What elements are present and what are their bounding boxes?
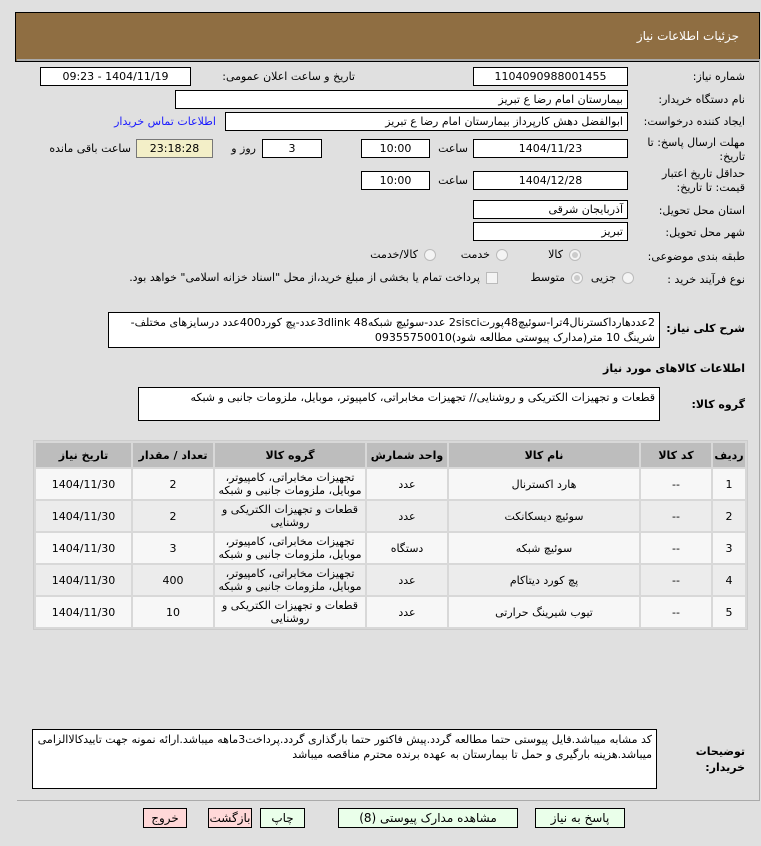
category-option-goods[interactable]: کالا xyxy=(548,248,581,261)
need-number-label: شماره نیاز: xyxy=(692,70,745,83)
cell-item-group: تجهیزات مخابراتی، کامپیوتر، موبایل، ملزومات جانبی و شبکه xyxy=(215,565,365,595)
col-code: کد کالا xyxy=(641,443,711,467)
page-header xyxy=(15,12,760,62)
province-label: استان محل تحویل: xyxy=(658,204,745,217)
province-field: آذربایجان شرقی xyxy=(473,200,628,219)
col-unit: واحد شمارش xyxy=(367,443,447,467)
cell-unit: عدد xyxy=(367,597,447,627)
remaining-label: ساعت باقی مانده xyxy=(49,142,131,155)
announce-field: 1404/11/19 - 09:23 xyxy=(40,67,191,86)
cell-unit: عدد xyxy=(367,469,447,499)
cell-item-name: سوئیچ شبکه xyxy=(449,533,639,563)
validity-time-label: ساعت xyxy=(438,174,468,187)
cell-item-name: سوئیچ دیسکانکت xyxy=(449,501,639,531)
category-option-goods-service[interactable]: کالا/خدمت xyxy=(370,248,436,261)
radio-icon[interactable] xyxy=(424,249,436,261)
cell-item-name: هارد اکسترنال xyxy=(449,469,639,499)
table-row xyxy=(36,469,745,499)
goods-info-title: اطلاعات کالاهای مورد نیاز xyxy=(603,362,745,375)
cell-need-date: 1404/11/30 xyxy=(36,469,131,499)
deadline-time-field: 10:00 xyxy=(361,139,430,158)
cell-item-group: تجهیزات مخابراتی، کامپیوتر، موبایل، ملزومات جانبی و شبکه xyxy=(215,469,365,499)
city-field: تبریز xyxy=(473,222,628,241)
deadline-label: مهلت ارسال پاسخ: تا تاریخ: xyxy=(647,136,745,163)
cell-quantity: 3 xyxy=(133,533,213,563)
table-header-row xyxy=(36,443,745,467)
cell-quantity: 2 xyxy=(133,469,213,499)
col-qty: تعداد / مقدار xyxy=(133,443,213,467)
cell-item-name: پچ کورد دیتاکام xyxy=(449,565,639,595)
description-label: شرح کلی نیاز: xyxy=(666,322,745,335)
exit-button[interactable]: خروج xyxy=(143,808,187,828)
cell-item-code: -- xyxy=(641,565,711,595)
cell-row-number: 3 xyxy=(713,533,745,563)
deadline-date-field: 1404/11/23 xyxy=(473,139,628,158)
buyer-field: بیمارستان امام رضا ع تبریز xyxy=(175,90,628,109)
cell-item-code: -- xyxy=(641,501,711,531)
group-textarea[interactable]: قطعات و تجهیزات الکتریکی و روشنایی// تجهیزات مخابراتی، کامپیوتر، موبایل، ملزومات جانبی و شبکه xyxy=(138,387,660,421)
process-label: نوع فرآیند خرید : xyxy=(667,273,745,286)
cell-item-group: قطعات و تجهیزات الکتریکی و روشنایی xyxy=(215,501,365,531)
contact-buyer-link[interactable]: اطلاعات تماس خریدار xyxy=(114,115,216,128)
goods-table xyxy=(33,440,748,630)
table-row xyxy=(36,597,745,627)
radio-icon[interactable] xyxy=(622,272,634,284)
radio-icon[interactable] xyxy=(569,249,581,261)
validity-date-field: 1404/12/28 xyxy=(473,171,628,190)
category-option-service[interactable]: خدمت xyxy=(461,248,508,261)
validity-label: حداقل تاریخ اعتبار قیمت: تا تاریخ: xyxy=(661,167,745,194)
col-date: تاریخ نیاز xyxy=(36,443,131,467)
view-attachments-button[interactable]: مشاهده مدارک پیوستی (8) xyxy=(338,808,518,828)
print-button[interactable]: چاپ xyxy=(260,808,305,828)
cell-row-number: 1 xyxy=(713,469,745,499)
creator-label: ایجاد کننده درخواست: xyxy=(643,115,745,128)
col-name: نام کالا xyxy=(449,443,639,467)
radio-icon[interactable] xyxy=(496,249,508,261)
notes-label: توضیحات خریدار: xyxy=(695,745,745,774)
days-label: روز و xyxy=(231,142,256,155)
cell-item-code: -- xyxy=(641,597,711,627)
validity-time-field: 10:00 xyxy=(361,171,430,190)
process-option-minor[interactable]: جزیی xyxy=(591,271,634,284)
table-row xyxy=(36,533,745,563)
cell-row-number: 2 xyxy=(713,501,745,531)
payment-note: پرداخت تمام یا بخشی از مبلغ خرید،از محل "اسناد خزانه اسلامی" خواهد بود. xyxy=(129,271,498,284)
cell-unit: عدد xyxy=(367,501,447,531)
table-row xyxy=(36,565,745,595)
cell-quantity: 400 xyxy=(133,565,213,595)
radio-icon[interactable] xyxy=(571,272,583,284)
cell-row-number: 5 xyxy=(713,597,745,627)
buyer-label: نام دستگاه خریدار: xyxy=(658,93,745,106)
cell-need-date: 1404/11/30 xyxy=(36,533,131,563)
notes-textarea[interactable]: کد مشابه میباشد.فایل پیوستی حتما مطالعه گردد.پیش فاکتور حتما بارگذاری گردد.پرداخت3ماهه میباشد.ارائه نمونه جهت تاییدکالاالزامی میباشد.هزینه بارگیری و حمل تا بیمارستان به عهده برنده محترم مناقصه میباشد xyxy=(32,729,657,789)
cell-need-date: 1404/11/30 xyxy=(36,565,131,595)
creator-field: ابوالفضل دهش کارپرداز بیمارستان امام رضا ع تبریز xyxy=(225,112,628,131)
reply-button[interactable]: پاسخ به نیاز xyxy=(535,808,625,828)
cell-need-date: 1404/11/30 xyxy=(36,597,131,627)
cell-need-date: 1404/11/30 xyxy=(36,501,131,531)
need-number-field: 1104090988001455 xyxy=(473,67,628,86)
description-textarea[interactable]: 2عددهارداکسترنال4ترا-سوئیچ48پورت2sisci عدد-سوئیچ شبکه3dlink 48عدد-پچ کورد400عدد درسایزهای مختلف-شرینگ 10 متر(مدارک پیوستی مطالعه شود)09355750010 xyxy=(108,312,660,348)
page-title: جزئیات اطلاعات نیاز xyxy=(636,29,739,43)
back-button[interactable]: بازگشت xyxy=(208,808,252,828)
remaining-time-field: 23:18:28 xyxy=(136,139,213,158)
category-label: طبقه بندی موضوعی: xyxy=(647,250,745,263)
cell-item-name: تیوب شیرینگ حرارتی xyxy=(449,597,639,627)
days-field: 3 xyxy=(262,139,322,158)
col-row: ردیف xyxy=(713,443,745,467)
cell-row-number: 4 xyxy=(713,565,745,595)
cell-item-group: قطعات و تجهیزات الکتریکی و روشنایی xyxy=(215,597,365,627)
cell-unit: عدد xyxy=(367,565,447,595)
cell-quantity: 2 xyxy=(133,501,213,531)
city-label: شهر محل تحویل: xyxy=(665,226,745,239)
cell-item-code: -- xyxy=(641,533,711,563)
col-group: گروه کالا xyxy=(215,443,365,467)
cell-quantity: 10 xyxy=(133,597,213,627)
group-label: گروه کالا: xyxy=(691,398,745,411)
checkbox-icon[interactable] xyxy=(486,272,498,284)
cell-item-group: تجهیزات مخابراتی، کامپیوتر، موبایل، ملزومات جانبی و شبکه xyxy=(215,533,365,563)
table-row xyxy=(36,501,745,531)
cell-unit: دستگاه xyxy=(367,533,447,563)
announce-label: تاریخ و ساعت اعلان عمومی: xyxy=(222,70,355,83)
cell-item-code: -- xyxy=(641,469,711,499)
deadline-time-label: ساعت xyxy=(438,142,468,155)
process-option-medium[interactable]: متوسط xyxy=(530,271,583,284)
